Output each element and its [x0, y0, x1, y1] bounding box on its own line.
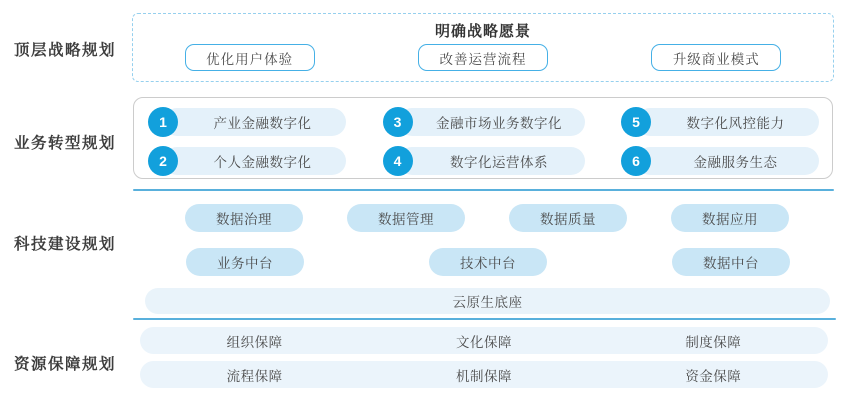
strategy-btn-business-model: 升级商业模式: [651, 44, 781, 71]
transformation-item-4: [383, 147, 585, 175]
pill-data-governance: 数据治理: [185, 204, 303, 232]
cell-fund-guarantee: 资金保障: [685, 368, 742, 384]
business-transformation-box: [133, 97, 833, 179]
middle-platform-row: [186, 248, 790, 276]
resource-guarantee-row-1: [140, 327, 828, 354]
row-label-resources: 资源保障规划: [14, 356, 117, 373]
strategy-vision-box: [132, 13, 834, 82]
number-badge-5: 5: [621, 107, 651, 137]
resource-guarantee-row-2: [140, 361, 828, 388]
number-badge-6: 6: [621, 146, 651, 176]
cell-organization-guarantee: 组织保障: [226, 334, 283, 350]
data-capability-row: [185, 204, 789, 232]
number-badge-1: 1: [148, 107, 178, 137]
transformation-label-2: 个人金融数字化: [163, 147, 346, 175]
number-badge-4: 4: [383, 146, 413, 176]
pill-data-application: 数据应用: [671, 204, 789, 232]
transformation-item-5: [621, 108, 819, 136]
pill-technology-platform: 技术中台: [429, 248, 547, 276]
pill-data-quality: 数据质量: [509, 204, 627, 232]
strategy-btn-user-experience: 优化用户体验: [185, 44, 315, 71]
transformation-label-5: 数字化风控能力: [636, 108, 819, 136]
transformation-grid: [134, 98, 832, 175]
pill-data-management: 数据管理: [347, 204, 465, 232]
row-label-business: 业务转型规划: [14, 135, 117, 152]
transformation-col-3: [621, 108, 819, 175]
pill-business-platform: 业务中台: [186, 248, 304, 276]
transformation-item-6: [621, 147, 819, 175]
cell-system-guarantee: 制度保障: [685, 334, 742, 350]
cell-culture-guarantee: 文化保障: [455, 334, 512, 350]
transformation-label-4: 数字化运营体系: [398, 147, 585, 175]
cell-mechanism-guarantee: 机制保障: [455, 368, 512, 384]
strategy-button-row: [133, 44, 833, 71]
number-badge-2: 2: [148, 146, 178, 176]
transformation-col-1: [148, 108, 346, 175]
transformation-label-6: 金融服务生态: [636, 147, 819, 175]
pill-data-platform: 数据中台: [672, 248, 790, 276]
separator-line-top: [133, 189, 834, 191]
transformation-item-1: [148, 108, 346, 136]
transformation-col-2: [383, 108, 585, 175]
row-label-technology: 科技建设规划: [14, 236, 117, 253]
transformation-label-3: 金融市场业务数字化: [398, 108, 585, 136]
transformation-item-3: [383, 108, 585, 136]
transformation-item-2: [148, 147, 346, 175]
strategy-btn-operation-process: 改善运营流程: [418, 44, 548, 71]
cloud-native-base-bar: 云原生底座: [145, 288, 830, 314]
cell-process-guarantee: 流程保障: [226, 368, 283, 384]
separator-line-bottom: [133, 318, 836, 320]
number-badge-3: 3: [383, 107, 413, 137]
strategy-vision-title: 明确战略愿景: [434, 23, 531, 40]
row-label-top-strategy: 顶层战略规划: [14, 42, 117, 59]
transformation-label-1: 产业金融数字化: [163, 108, 346, 136]
